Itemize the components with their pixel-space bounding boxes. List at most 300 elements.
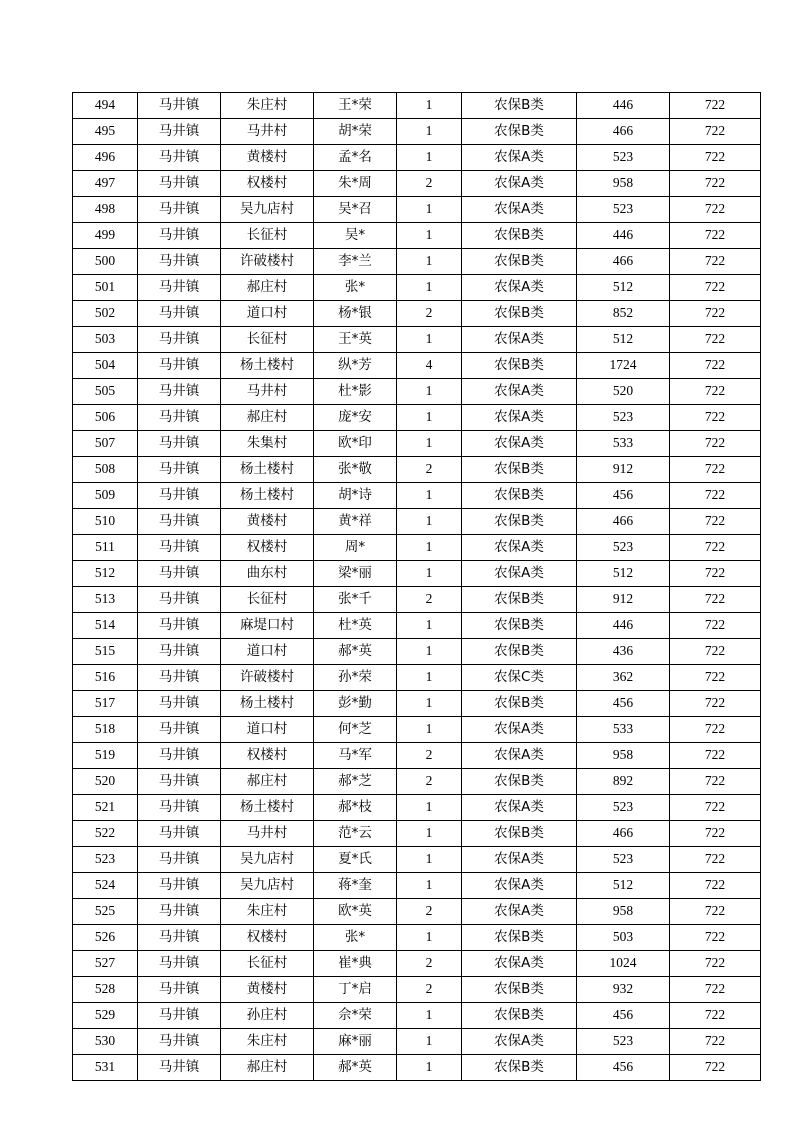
cell-amount: 523: [577, 197, 670, 223]
cell-count: 2: [397, 301, 462, 327]
cell-village: 权楼村: [221, 535, 314, 561]
cell-village: 权楼村: [221, 743, 314, 769]
cell-seq: 518: [73, 717, 138, 743]
cell-amount: 446: [577, 93, 670, 119]
cell-type: 农保B类: [462, 977, 577, 1003]
cell-town: 马井镇: [138, 769, 221, 795]
cell-type: 农保B类: [462, 925, 577, 951]
cell-type: 农保A类: [462, 431, 577, 457]
cell-name: 夏*氏: [314, 847, 397, 873]
table-row: [73, 873, 761, 899]
cell-name: 朱*周: [314, 171, 397, 197]
cell-name: 胡*诗: [314, 483, 397, 509]
cell-amount: 523: [577, 847, 670, 873]
cell-village: 黄楼村: [221, 977, 314, 1003]
cell-count: 2: [397, 743, 462, 769]
cell-seq: 516: [73, 665, 138, 691]
cell-town: 马井镇: [138, 743, 221, 769]
cell-town: 马井镇: [138, 119, 221, 145]
cell-town: 马井镇: [138, 587, 221, 613]
cell-town: 马井镇: [138, 197, 221, 223]
cell-count: 1: [397, 795, 462, 821]
table-row: [73, 119, 761, 145]
cell-standard: 722: [670, 613, 761, 639]
cell-town: 马井镇: [138, 1029, 221, 1055]
cell-count: 1: [397, 93, 462, 119]
cell-village: 马井村: [221, 119, 314, 145]
cell-seq: 498: [73, 197, 138, 223]
cell-type: 农保A类: [462, 535, 577, 561]
cell-village: 长征村: [221, 587, 314, 613]
cell-seq: 504: [73, 353, 138, 379]
cell-standard: 722: [670, 743, 761, 769]
cell-name: 崔*典: [314, 951, 397, 977]
table-row: [73, 145, 761, 171]
cell-count: 1: [397, 197, 462, 223]
cell-village: 长征村: [221, 951, 314, 977]
cell-town: 马井镇: [138, 977, 221, 1003]
cell-standard: 722: [670, 1055, 761, 1081]
beneficiary-table: [72, 92, 761, 1081]
cell-count: 2: [397, 587, 462, 613]
cell-amount: 436: [577, 639, 670, 665]
cell-seq: 529: [73, 1003, 138, 1029]
table-row: [73, 249, 761, 275]
cell-standard: 722: [670, 1003, 761, 1029]
cell-name: 孟*名: [314, 145, 397, 171]
cell-type: 农保A类: [462, 145, 577, 171]
cell-town: 马井镇: [138, 223, 221, 249]
cell-count: 2: [397, 899, 462, 925]
cell-amount: 466: [577, 249, 670, 275]
table-row: [73, 639, 761, 665]
cell-standard: 722: [670, 795, 761, 821]
cell-count: 1: [397, 249, 462, 275]
cell-type: 农保A类: [462, 899, 577, 925]
cell-village: 郝庄村: [221, 769, 314, 795]
cell-village: 朱庄村: [221, 899, 314, 925]
table-row: [73, 951, 761, 977]
cell-type: 农保B类: [462, 613, 577, 639]
cell-standard: 722: [670, 379, 761, 405]
cell-standard: 722: [670, 639, 761, 665]
cell-standard: 722: [670, 301, 761, 327]
cell-village: 朱庄村: [221, 1029, 314, 1055]
table-row: [73, 769, 761, 795]
cell-type: 农保A类: [462, 197, 577, 223]
cell-count: 1: [397, 405, 462, 431]
cell-village: 郝庄村: [221, 275, 314, 301]
cell-type: 农保B类: [462, 821, 577, 847]
cell-town: 马井镇: [138, 249, 221, 275]
cell-type: 农保B类: [462, 223, 577, 249]
cell-amount: 466: [577, 509, 670, 535]
cell-village: 吴九店村: [221, 847, 314, 873]
cell-village: 郝庄村: [221, 405, 314, 431]
cell-seq: 505: [73, 379, 138, 405]
cell-town: 马井镇: [138, 821, 221, 847]
cell-standard: 722: [670, 951, 761, 977]
cell-type: 农保A类: [462, 275, 577, 301]
cell-amount: 1024: [577, 951, 670, 977]
cell-town: 马井镇: [138, 795, 221, 821]
cell-type: 农保B类: [462, 639, 577, 665]
cell-name: 郝*芝: [314, 769, 397, 795]
table-row: [73, 1003, 761, 1029]
cell-standard: 722: [670, 223, 761, 249]
cell-seq: 526: [73, 925, 138, 951]
table-row: [73, 431, 761, 457]
cell-town: 马井镇: [138, 431, 221, 457]
cell-amount: 533: [577, 717, 670, 743]
cell-seq: 515: [73, 639, 138, 665]
cell-town: 马井镇: [138, 145, 221, 171]
cell-village: 杨土楼村: [221, 483, 314, 509]
table-row: [73, 665, 761, 691]
cell-amount: 446: [577, 223, 670, 249]
cell-seq: 497: [73, 171, 138, 197]
cell-name: 杜*影: [314, 379, 397, 405]
cell-town: 马井镇: [138, 691, 221, 717]
cell-village: 马井村: [221, 379, 314, 405]
cell-count: 2: [397, 171, 462, 197]
cell-amount: 523: [577, 145, 670, 171]
cell-seq: 519: [73, 743, 138, 769]
cell-type: 农保A类: [462, 743, 577, 769]
cell-town: 马井镇: [138, 639, 221, 665]
table-row: [73, 327, 761, 353]
cell-count: 1: [397, 379, 462, 405]
cell-seq: 528: [73, 977, 138, 1003]
cell-count: 2: [397, 951, 462, 977]
cell-amount: 523: [577, 405, 670, 431]
cell-type: 农保A类: [462, 1029, 577, 1055]
cell-town: 马井镇: [138, 301, 221, 327]
cell-standard: 722: [670, 405, 761, 431]
table-row: [73, 483, 761, 509]
cell-amount: 466: [577, 821, 670, 847]
cell-standard: 722: [670, 535, 761, 561]
table-row: [73, 353, 761, 379]
cell-name: 何*芝: [314, 717, 397, 743]
table-row: [73, 1029, 761, 1055]
cell-standard: 722: [670, 691, 761, 717]
cell-count: 1: [397, 639, 462, 665]
cell-name: 范*云: [314, 821, 397, 847]
cell-village: 长征村: [221, 223, 314, 249]
cell-village: 道口村: [221, 717, 314, 743]
cell-count: 1: [397, 483, 462, 509]
cell-standard: 722: [670, 1029, 761, 1055]
table-row: [73, 925, 761, 951]
table-row: [73, 691, 761, 717]
cell-town: 马井镇: [138, 509, 221, 535]
cell-count: 1: [397, 535, 462, 561]
cell-name: 张*: [314, 275, 397, 301]
cell-town: 马井镇: [138, 405, 221, 431]
cell-seq: 502: [73, 301, 138, 327]
cell-name: 马*军: [314, 743, 397, 769]
cell-standard: 722: [670, 197, 761, 223]
cell-count: 1: [397, 327, 462, 353]
cell-name: 梁*丽: [314, 561, 397, 587]
table-row: [73, 93, 761, 119]
table-row: [73, 405, 761, 431]
cell-type: 农保C类: [462, 665, 577, 691]
cell-seq: 525: [73, 899, 138, 925]
cell-seq: 520: [73, 769, 138, 795]
cell-standard: 722: [670, 821, 761, 847]
cell-standard: 722: [670, 717, 761, 743]
cell-standard: 722: [670, 119, 761, 145]
cell-amount: 520: [577, 379, 670, 405]
cell-name: 胡*荣: [314, 119, 397, 145]
cell-amount: 512: [577, 561, 670, 587]
cell-standard: 722: [670, 769, 761, 795]
cell-type: 农保B类: [462, 1055, 577, 1081]
cell-type: 农保A类: [462, 873, 577, 899]
cell-type: 农保B类: [462, 119, 577, 145]
cell-standard: 722: [670, 457, 761, 483]
cell-seq: 514: [73, 613, 138, 639]
cell-village: 长征村: [221, 327, 314, 353]
cell-town: 马井镇: [138, 379, 221, 405]
table-row: [73, 587, 761, 613]
cell-amount: 523: [577, 535, 670, 561]
cell-standard: 722: [670, 93, 761, 119]
table-row: [73, 717, 761, 743]
cell-village: 杨土楼村: [221, 353, 314, 379]
cell-count: 1: [397, 275, 462, 301]
cell-village: 黄楼村: [221, 509, 314, 535]
cell-name: 吴*召: [314, 197, 397, 223]
cell-amount: 958: [577, 899, 670, 925]
cell-standard: 722: [670, 587, 761, 613]
cell-count: 1: [397, 717, 462, 743]
cell-count: 1: [397, 1055, 462, 1081]
cell-seq: 522: [73, 821, 138, 847]
cell-standard: 722: [670, 847, 761, 873]
table-row: [73, 379, 761, 405]
cell-type: 农保A类: [462, 405, 577, 431]
cell-standard: 722: [670, 431, 761, 457]
cell-town: 马井镇: [138, 535, 221, 561]
cell-count: 1: [397, 561, 462, 587]
cell-village: 许破楼村: [221, 665, 314, 691]
cell-name: 郝*枝: [314, 795, 397, 821]
cell-amount: 466: [577, 119, 670, 145]
cell-count: 1: [397, 665, 462, 691]
cell-name: 张*敬: [314, 457, 397, 483]
table-row: [73, 561, 761, 587]
cell-name: 孙*荣: [314, 665, 397, 691]
cell-type: 农保A类: [462, 561, 577, 587]
cell-town: 马井镇: [138, 665, 221, 691]
cell-seq: 507: [73, 431, 138, 457]
cell-standard: 722: [670, 977, 761, 1003]
cell-town: 马井镇: [138, 483, 221, 509]
cell-village: 杨土楼村: [221, 691, 314, 717]
cell-village: 权楼村: [221, 925, 314, 951]
cell-name: 杨*银: [314, 301, 397, 327]
table-row: [73, 457, 761, 483]
cell-standard: 722: [670, 925, 761, 951]
table-row: [73, 171, 761, 197]
cell-seq: 521: [73, 795, 138, 821]
cell-type: 农保B类: [462, 587, 577, 613]
cell-standard: 722: [670, 353, 761, 379]
cell-name: 杜*英: [314, 613, 397, 639]
cell-name: 张*: [314, 925, 397, 951]
cell-amount: 912: [577, 587, 670, 613]
cell-amount: 446: [577, 613, 670, 639]
cell-amount: 456: [577, 483, 670, 509]
cell-count: 2: [397, 457, 462, 483]
cell-name: 欧*印: [314, 431, 397, 457]
cell-count: 4: [397, 353, 462, 379]
cell-amount: 1724: [577, 353, 670, 379]
cell-name: 彭*勤: [314, 691, 397, 717]
cell-type: 农保B类: [462, 249, 577, 275]
cell-village: 曲东村: [221, 561, 314, 587]
cell-standard: 722: [670, 171, 761, 197]
cell-seq: 496: [73, 145, 138, 171]
cell-type: 农保B类: [462, 93, 577, 119]
cell-type: 农保A类: [462, 847, 577, 873]
cell-town: 马井镇: [138, 327, 221, 353]
cell-count: 1: [397, 613, 462, 639]
cell-amount: 912: [577, 457, 670, 483]
cell-village: 麻堤口村: [221, 613, 314, 639]
cell-standard: 722: [670, 509, 761, 535]
table-row: [73, 613, 761, 639]
cell-village: 马井村: [221, 821, 314, 847]
cell-village: 朱庄村: [221, 93, 314, 119]
cell-seq: 500: [73, 249, 138, 275]
cell-village: 许破楼村: [221, 249, 314, 275]
cell-amount: 892: [577, 769, 670, 795]
cell-village: 杨土楼村: [221, 795, 314, 821]
cell-amount: 512: [577, 873, 670, 899]
cell-standard: 722: [670, 665, 761, 691]
cell-amount: 533: [577, 431, 670, 457]
cell-amount: 958: [577, 171, 670, 197]
cell-type: 农保B类: [462, 301, 577, 327]
table-row: [73, 275, 761, 301]
cell-name: 欧*英: [314, 899, 397, 925]
cell-village: 杨土楼村: [221, 457, 314, 483]
cell-name: 纵*芳: [314, 353, 397, 379]
cell-seq: 512: [73, 561, 138, 587]
cell-type: 农保B类: [462, 457, 577, 483]
cell-count: 2: [397, 977, 462, 1003]
cell-seq: 531: [73, 1055, 138, 1081]
cell-name: 丁*启: [314, 977, 397, 1003]
table-row: [73, 509, 761, 535]
cell-seq: 499: [73, 223, 138, 249]
cell-village: 孙庄村: [221, 1003, 314, 1029]
cell-type: 农保B类: [462, 509, 577, 535]
cell-type: 农保B类: [462, 1003, 577, 1029]
cell-town: 马井镇: [138, 1003, 221, 1029]
cell-type: 农保A类: [462, 951, 577, 977]
cell-count: 1: [397, 873, 462, 899]
cell-village: 道口村: [221, 301, 314, 327]
table-row: [73, 223, 761, 249]
table-row: [73, 743, 761, 769]
cell-seq: 517: [73, 691, 138, 717]
cell-seq: 527: [73, 951, 138, 977]
table-row: [73, 197, 761, 223]
cell-standard: 722: [670, 899, 761, 925]
cell-standard: 722: [670, 275, 761, 301]
cell-town: 马井镇: [138, 561, 221, 587]
cell-seq: 494: [73, 93, 138, 119]
cell-type: 农保A类: [462, 795, 577, 821]
cell-name: 吴*: [314, 223, 397, 249]
cell-count: 1: [397, 1029, 462, 1055]
cell-type: 农保B类: [462, 353, 577, 379]
cell-town: 马井镇: [138, 275, 221, 301]
cell-name: 王*荣: [314, 93, 397, 119]
cell-name: 郝*英: [314, 1055, 397, 1081]
cell-town: 马井镇: [138, 457, 221, 483]
cell-seq: 524: [73, 873, 138, 899]
table-row: [73, 821, 761, 847]
cell-seq: 501: [73, 275, 138, 301]
cell-type: 农保B类: [462, 483, 577, 509]
cell-count: 1: [397, 847, 462, 873]
cell-count: 1: [397, 1003, 462, 1029]
table-row: [73, 301, 761, 327]
cell-name: 郝*英: [314, 639, 397, 665]
cell-count: 1: [397, 691, 462, 717]
cell-type: 农保B类: [462, 769, 577, 795]
cell-standard: 722: [670, 145, 761, 171]
cell-amount: 503: [577, 925, 670, 951]
cell-amount: 512: [577, 275, 670, 301]
cell-standard: 722: [670, 249, 761, 275]
cell-name: 麻*丽: [314, 1029, 397, 1055]
cell-count: 1: [397, 145, 462, 171]
cell-count: 1: [397, 223, 462, 249]
cell-name: 庞*安: [314, 405, 397, 431]
cell-seq: 523: [73, 847, 138, 873]
cell-seq: 495: [73, 119, 138, 145]
cell-town: 马井镇: [138, 873, 221, 899]
cell-count: 1: [397, 821, 462, 847]
cell-village: 吴九店村: [221, 197, 314, 223]
cell-amount: 523: [577, 795, 670, 821]
cell-count: 1: [397, 119, 462, 145]
cell-name: 佘*荣: [314, 1003, 397, 1029]
cell-amount: 958: [577, 743, 670, 769]
cell-name: 王*英: [314, 327, 397, 353]
cell-seq: 510: [73, 509, 138, 535]
cell-seq: 506: [73, 405, 138, 431]
cell-name: 张*千: [314, 587, 397, 613]
table-row: [73, 847, 761, 873]
cell-standard: 722: [670, 873, 761, 899]
cell-village: 道口村: [221, 639, 314, 665]
cell-town: 马井镇: [138, 1055, 221, 1081]
table-row: [73, 795, 761, 821]
cell-town: 马井镇: [138, 951, 221, 977]
cell-name: 李*兰: [314, 249, 397, 275]
table-row: [73, 977, 761, 1003]
cell-amount: 932: [577, 977, 670, 1003]
cell-town: 马井镇: [138, 171, 221, 197]
